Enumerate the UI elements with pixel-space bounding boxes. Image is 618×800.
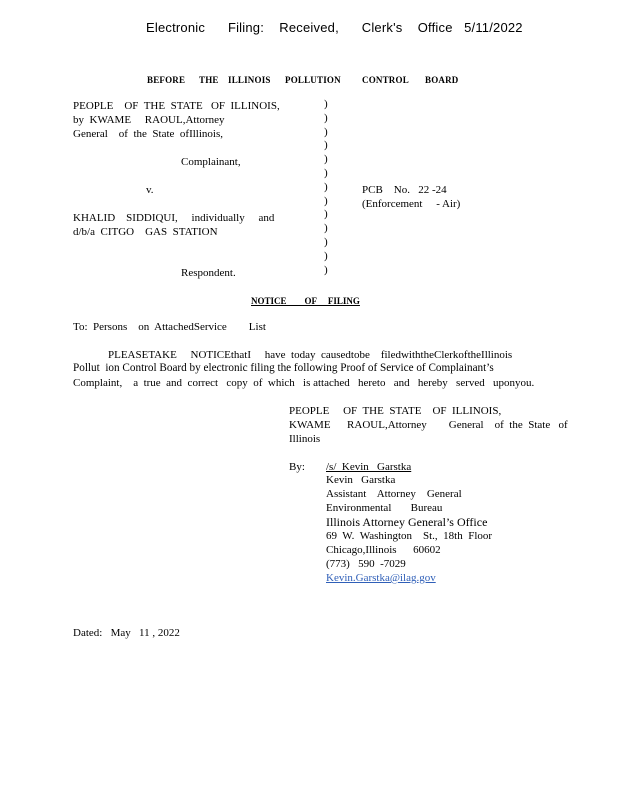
defendant-line-2: d/b/a CITGO GAS STATION <box>73 226 218 238</box>
case-type: (Enforcement - Air) <box>362 198 461 210</box>
plaintiff-line-2: by KWAME RAOUL,Attorney <box>73 114 225 126</box>
to-line: To: Persons on AttachedService List <box>73 321 266 333</box>
notice-paragraph-line-1: PLEASETAKE NOTICEthatI have today causedtobe filedwiththeClerkoftheIllinois <box>108 349 513 361</box>
respondent-label: Respondent. <box>181 267 236 279</box>
board-pollution: POLLUTION <box>285 75 341 85</box>
case-number: PCB No. 22 -24 <box>362 184 447 196</box>
board-control: CONTROL <box>362 75 409 85</box>
signer-bureau: Environmental Bureau <box>326 502 443 514</box>
notice-paragraph-line-2: Pollut ion Control Board by electronic filing the following Proof of Service of Complainant’s <box>73 362 494 374</box>
signer-email-link[interactable]: Kevin.Garstka@ilag.gov <box>326 572 436 584</box>
board-before: BEFORE <box>147 75 186 85</box>
signer-city: Chicago,Illinois 60602 <box>326 544 441 556</box>
plaintiff-line-1: PEOPLE OF THE STATE OF ILLINOIS, <box>73 100 280 112</box>
signer-office: Illinois Attorney General’s Office <box>326 515 488 529</box>
caption-paren: ) <box>324 153 328 166</box>
notice-paragraph-line-3: Complaint, a true and correct copy of which is attached hereto and hereby served uponyou. <box>73 377 535 389</box>
dated-line: Dated: May 11 , 2022 <box>73 627 180 639</box>
caption-paren: ) <box>324 235 328 248</box>
caption-paren: ) <box>324 111 328 124</box>
caption-paren: ) <box>324 98 328 110</box>
signature-party-line-1: PEOPLE OF THE STATE OF ILLINOIS, <box>289 405 502 417</box>
caption-paren: ) <box>324 166 328 179</box>
board-the: THE <box>199 75 219 85</box>
caption-paren: ) <box>324 139 328 152</box>
caption-paren: ) <box>324 263 328 276</box>
notice-title: NOTICE OF FILING <box>251 296 360 306</box>
by-label: By: <box>289 461 305 473</box>
caption-paren: ) <box>324 180 328 193</box>
signer-phone: (773) 590 -7029 <box>326 558 406 570</box>
caption-paren: ) <box>324 249 328 262</box>
filing-stamp: Electronic Filing: Received, Clerk's Office 5/11/2022 <box>146 20 523 35</box>
board-illinois: ILLINOIS <box>228 75 271 85</box>
signer-title: Assistant Attorney General <box>326 488 462 500</box>
complainant-label: Complainant, <box>181 156 241 168</box>
caption-paren: ) <box>324 194 328 207</box>
signer-street: 69 W. Washington St., 18th Floor <box>326 530 493 542</box>
caption-paren: ) <box>324 208 328 221</box>
signature-party-line-2: KWAME RAOUL,Attorney General of the State of <box>289 419 568 431</box>
caption-paren: ) <box>324 222 328 235</box>
caption-paren: ) <box>324 125 328 138</box>
defendant-line-1: KHALID SIDDIQUI, individually and <box>73 212 275 224</box>
signature-party-line-3: Illinois <box>289 433 321 445</box>
signature-line: /s/ Kevin Garstka <box>326 461 412 473</box>
board-board: BOARD <box>425 75 459 85</box>
versus-label: v. <box>146 184 154 196</box>
caption-paren-column <box>324 98 334 277</box>
signer-name: Kevin Garstka <box>326 474 396 486</box>
plaintiff-line-3: General of the State ofIllinois, <box>73 128 223 140</box>
